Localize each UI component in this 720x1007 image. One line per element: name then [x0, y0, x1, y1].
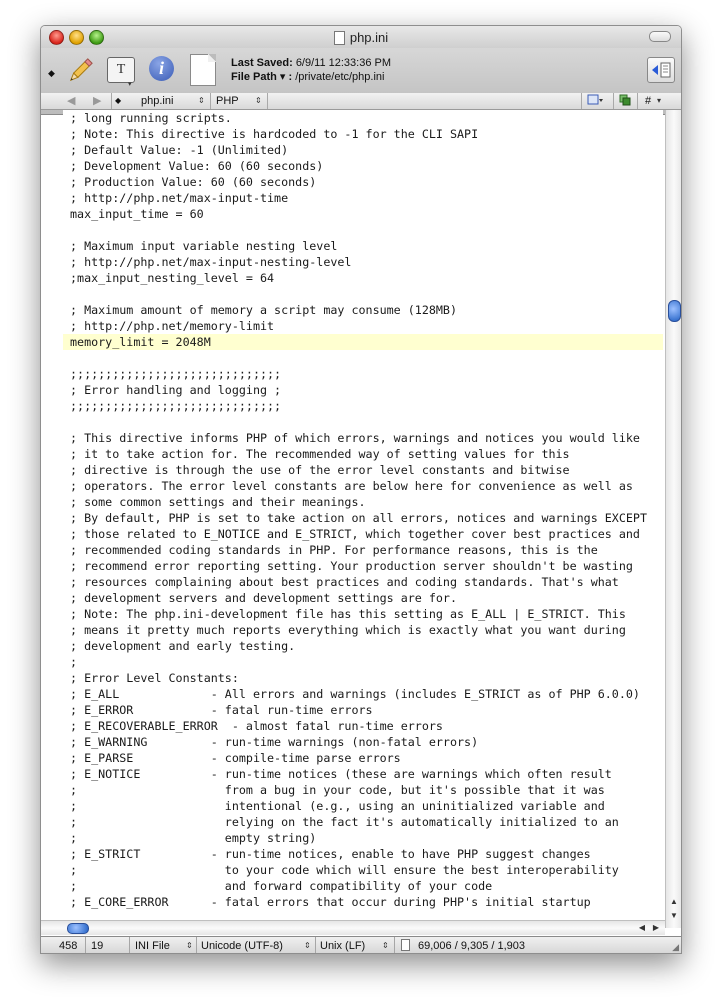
sidebar-toggle-button[interactable]	[647, 57, 675, 83]
code-line[interactable]: ; E_ERROR - fatal run-time errors	[70, 703, 373, 717]
zoom-button[interactable]	[89, 30, 104, 45]
line-endings-arrows-icon[interactable]: ⇕	[382, 941, 389, 950]
function-popup[interactable]: #	[645, 95, 652, 107]
code-line[interactable]: ; Production Value: 60 (60 seconds)	[70, 175, 317, 189]
character-word-line-counts[interactable]: 69,006 / 9,305 / 1,903	[418, 940, 526, 952]
code-line[interactable]: ; relying on the fact it's automatically initialized to an	[70, 815, 619, 829]
toolbar-toggle-button[interactable]	[649, 31, 671, 42]
code-line[interactable]: ; those related to E_NOTICE and E_STRICT, which together cover best practices and	[70, 527, 640, 541]
code-line[interactable]: ; and forward compatibility of your code	[70, 879, 493, 893]
code-line[interactable]: ; E_NOTICE - run-time notices (these are warnings which often result	[70, 767, 612, 781]
title-bar[interactable]	[41, 26, 681, 48]
modified-diamond-icon: ◆	[115, 96, 122, 105]
code-text[interactable]	[63, 110, 663, 910]
minimize-button[interactable]	[69, 30, 84, 45]
code-line[interactable]: ; Maximum amount of memory a script may consume (128MB)	[70, 303, 458, 317]
code-line[interactable]	[63, 222, 663, 238]
code-line[interactable]	[63, 350, 663, 366]
code-line[interactable]: max_input_time = 60	[70, 207, 204, 221]
code-line[interactable]: ; E_RECOVERABLE_ERROR - almost fatal run-time errors	[70, 719, 443, 733]
code-line[interactable]: ; resources complaining about best practices and coding standards. That's what	[70, 575, 619, 589]
counterpart-icon[interactable]	[619, 94, 631, 108]
column-number[interactable]: 19	[91, 940, 104, 952]
current-code-line[interactable]: memory_limit = 2048M	[63, 334, 663, 350]
code-line[interactable]: ; E_ALL - All errors and warnings (includes E_STRICT as of PHP 6.0.0)	[70, 687, 640, 701]
code-line[interactable]: ; Note: The php.ini-development file has this setting as E_ALL | E_STRICT. This	[70, 607, 626, 621]
code-line[interactable]: ; This directive informs PHP of which errors, warnings and notices you would like	[70, 431, 640, 445]
language-popup[interactable]: PHP	[216, 95, 239, 107]
last-saved-value: 6/9/11 12:33:36 PM	[295, 57, 392, 69]
last-saved-label: Last Saved:	[231, 57, 293, 69]
code-line[interactable]: ;;;;;;;;;;;;;;;;;;;;;;;;;;;;;;	[70, 367, 282, 381]
status-bar	[41, 936, 681, 954]
code-line[interactable]: ; development and early testing.	[70, 639, 296, 653]
syntax-mode-arrows-icon[interactable]: ⇕	[186, 941, 193, 950]
navigation-bar	[41, 93, 681, 110]
code-line[interactable]: ; E_WARNING - run-time warnings (non-fatal errors)	[70, 735, 479, 749]
bookmarks-icon[interactable]	[587, 94, 603, 108]
line-endings-popup[interactable]: Unix (LF)	[320, 940, 366, 952]
code-line[interactable]: ;	[70, 655, 78, 669]
code-line[interactable]: ; directive is through the use of the error level constants and bitwise	[70, 463, 570, 477]
horizontal-scrollbar[interactable]	[41, 920, 665, 935]
language-popup-arrows-icon[interactable]: ⇕	[255, 96, 262, 105]
code-line[interactable]: ; http://php.net/max-input-nesting-level	[70, 255, 352, 269]
code-line[interactable]: ; By default, PHP is set to take action on all errors, notices and warnings EXCEPT	[70, 511, 647, 525]
code-line[interactable]: ; E_PARSE - compile-time parse errors	[70, 751, 401, 765]
code-line[interactable]: ; operators. The error level constants are below here for convenience as well as	[70, 479, 633, 493]
window-title: php.ini	[349, 30, 389, 45]
text-options-dropdown-icon[interactable]: ▾	[128, 81, 132, 88]
encoding-popup[interactable]: Unicode (UTF-8)	[201, 940, 283, 952]
close-button[interactable]	[49, 30, 64, 45]
pencil-icon[interactable]	[65, 56, 95, 86]
vertical-scrollbar[interactable]	[665, 110, 682, 928]
document-icon[interactable]	[190, 54, 216, 86]
file-popup[interactable]: php.ini	[141, 95, 174, 107]
code-editor[interactable]	[63, 110, 663, 927]
file-path-label[interactable]: File Path ▾ :	[231, 71, 293, 83]
code-line[interactable]: ; empty string)	[70, 831, 317, 845]
code-line[interactable]: ; development servers and development settings are for.	[70, 591, 458, 605]
scroll-right-arrow-icon[interactable]: ▶	[652, 923, 660, 932]
text-options-icon[interactable]: T	[107, 57, 135, 83]
code-line[interactable]: ; long running scripts.	[70, 111, 232, 125]
scroll-down-arrow-icon[interactable]: ▼	[670, 911, 678, 920]
code-line[interactable]: ; means it pretty much reports everything which is exactly what you want during	[70, 623, 626, 637]
code-line[interactable]	[63, 414, 663, 430]
scroll-left-arrow-icon[interactable]: ◀	[638, 923, 646, 932]
function-popup-arrow-icon[interactable]: ▾	[657, 96, 662, 105]
code-line[interactable]: ; Maximum input variable nesting level	[70, 239, 338, 253]
file-path-value: /private/etc/php.ini	[295, 71, 385, 83]
code-line[interactable]: ; http://php.net/max-input-time	[70, 191, 289, 205]
code-line[interactable]: ; Note: This directive is hardcoded to -1 for the CLI SAPI	[70, 127, 479, 141]
scroll-up-arrow-icon[interactable]: ▲	[670, 897, 678, 906]
info-icon[interactable]: i	[149, 56, 174, 81]
encoding-arrows-icon[interactable]: ⇕	[304, 941, 311, 950]
code-line[interactable]: ; Error handling and logging ;	[70, 383, 282, 397]
code-line[interactable]: ; recommend error reporting setting. Your production server shouldn't be wasting	[70, 559, 633, 573]
document-info	[231, 56, 391, 84]
code-line[interactable]: ; http://php.net/memory-limit	[70, 319, 275, 333]
horizontal-scroll-thumb[interactable]	[67, 923, 89, 934]
syntax-mode-popup[interactable]: INI File	[135, 940, 170, 952]
back-arrow-icon[interactable]: ◀	[67, 95, 76, 107]
code-line[interactable]: ; from a bug in your code, but it's possible that it was	[70, 783, 605, 797]
code-line[interactable]: ; it to take action for. The recommended way of setting values for this	[70, 447, 570, 461]
code-line[interactable]: ; intentional (e.g., using an uninitialized variable and	[70, 799, 605, 813]
code-line[interactable]	[63, 286, 663, 302]
code-line[interactable]: ; Development Value: 60 (60 seconds)	[70, 159, 324, 173]
code-line[interactable]: ; E_CORE_ERROR - fatal errors that occur during PHP's initial startup	[70, 895, 591, 909]
code-line[interactable]: ; to your code which will ensure the best interoperability	[70, 863, 619, 877]
forward-arrow-icon[interactable]: ▶	[93, 95, 102, 107]
editor-window	[40, 25, 682, 954]
line-number[interactable]: 458	[59, 940, 78, 952]
code-line[interactable]: ;max_input_nesting_level = 64	[70, 271, 275, 285]
code-line[interactable]: ;;;;;;;;;;;;;;;;;;;;;;;;;;;;;;	[70, 399, 282, 413]
code-line[interactable]: ; Default Value: -1 (Unlimited)	[70, 143, 289, 157]
code-line[interactable]: ; recommended coding standards in PHP. For performance reasons, this is the	[70, 543, 598, 557]
code-line[interactable]: ; some common settings and their meanings.	[70, 495, 366, 509]
document-status-icon	[401, 939, 410, 953]
code-line[interactable]: ; E_STRICT - run-time notices, enable to have PHP suggest changes	[70, 847, 591, 861]
title-document-icon	[334, 31, 345, 45]
code-line[interactable]: ; Error Level Constants:	[70, 671, 239, 685]
unsaved-diamond-icon: ◆	[48, 68, 55, 78]
resize-grip-icon[interactable]: ◢	[672, 942, 679, 952]
sidebar-toggle-icon	[651, 62, 671, 78]
file-popup-arrows-icon[interactable]: ⇕	[198, 96, 205, 105]
vertical-scroll-thumb[interactable]	[668, 300, 681, 322]
